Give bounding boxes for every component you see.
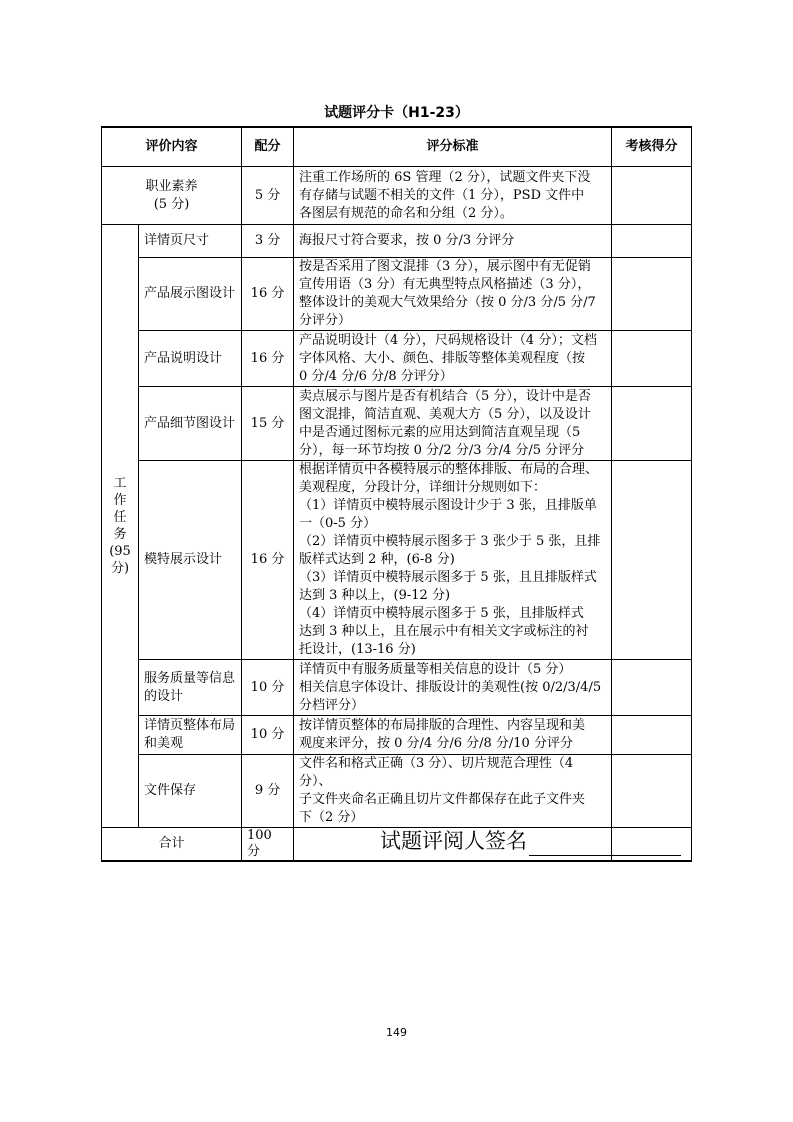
standard-line: （4）详情页中模特展示图多于 5 张，且排版样式: [299, 606, 584, 621]
task-label-char: 作: [113, 493, 127, 508]
item-points: 15 分: [242, 387, 294, 461]
item-name: 文件保存: [139, 755, 242, 828]
task-label-char: (95: [109, 544, 131, 559]
item-points: 3 分: [242, 225, 294, 258]
standard-line: 分），每一环节均按 0 分/2 分/3 分/4 分/5 分评分: [299, 442, 585, 458]
standard-line: 下（2 分）: [299, 810, 364, 825]
item-standard: [294, 660, 612, 716]
standard-line: 达到 3 种以上，(9-12 分): [299, 588, 451, 603]
standard-line: 字体风格、大小、颜色、排版等整体美观程度（按: [299, 350, 586, 366]
item-score-cell[interactable]: [612, 660, 692, 716]
item-standard: [294, 258, 612, 331]
item-score-cell[interactable]: [612, 716, 692, 755]
task-label-char: 任: [113, 510, 127, 525]
standard-line: 相关信息字体设计、排版设计的美观性(按 0/2/3/4/5: [299, 679, 602, 695]
standard-line: 按详情页整体的布局排版的合理性、内容呈现和美: [299, 718, 586, 733]
item-score-cell[interactable]: [612, 331, 692, 387]
item-name: 产品说明设计: [139, 331, 242, 387]
item-points: 16 分: [242, 461, 294, 660]
header-points: 配分: [242, 127, 294, 167]
standard-line: 整体设计的美观大气效果给分（按 0 分/3 分/5 分/7: [299, 295, 596, 310]
standard-line: 分评分）: [299, 313, 352, 328]
item-standard: [294, 387, 612, 461]
item-standard: [294, 461, 612, 660]
header-standard: 评分标准: [294, 127, 612, 167]
standard-line: 版样式达到 2 种，(6-8 分): [299, 552, 455, 567]
item-score-cell[interactable]: [612, 225, 692, 258]
signature-blank[interactable]: [529, 831, 681, 856]
item-score-cell[interactable]: [612, 258, 692, 331]
standard-line: 有存储与试题不相关的文件（1 分），PSD 文件中: [299, 187, 585, 203]
table-row: [102, 461, 692, 660]
item-points: 10 分: [242, 716, 294, 755]
standard-line: 达到 3 种以上，且在展示中有相关文字或标注的衬: [299, 624, 589, 639]
item-name: 详情页尺寸: [139, 225, 242, 258]
professional-label: [102, 167, 242, 225]
item-points: 10 分: [242, 660, 294, 716]
standard-line: 文件名和格式正确（3 分）、切片规范合理性（4 分）、: [299, 756, 574, 789]
table-row: [102, 331, 692, 387]
table-row-professional: [102, 167, 692, 225]
standard-line: 托设计，(13-16 分): [299, 642, 416, 657]
standard-line: 美观程度，分段计分，详细计分规则如下：: [299, 480, 547, 495]
standard-line: 一（0-5 分）: [299, 516, 377, 531]
item-standard: [294, 225, 612, 258]
standard-line: 子文件夹命名正确且切片文件都保存在此子文件夹: [299, 792, 586, 807]
page-title: 试题评分卡（H1-23）: [324, 105, 469, 121]
professional-score-cell[interactable]: [612, 167, 692, 225]
item-points: 9 分: [242, 755, 294, 828]
table-header-row: [102, 127, 692, 167]
table-row: [102, 716, 692, 755]
task-label-char: 务: [113, 527, 127, 542]
standard-line: 详情页中有服务质量等相关信息的设计（5 分）: [299, 661, 572, 677]
table-row: [102, 660, 692, 716]
signature-label: 试题评阅人签名: [380, 829, 527, 853]
table-row: [102, 755, 692, 828]
standard-line: 按是否采用了图文混排（3 分），展示图中有无促销: [299, 259, 591, 274]
scoring-table: [101, 126, 692, 862]
standard-line: 海报尺寸符合要求，按 0 分/3 分评分: [299, 233, 515, 248]
item-standard: [294, 755, 612, 828]
professional-label-line2: (5 分): [153, 196, 190, 212]
table-row: [102, 387, 692, 461]
item-score-cell[interactable]: [612, 387, 692, 461]
table-row: [102, 258, 692, 331]
item-name: 详情页整体布局和美观: [139, 716, 242, 755]
task-label-char: 分): [110, 561, 130, 576]
item-name: 服务质量等信息的设计: [139, 660, 242, 716]
standard-line: 图文混排，简洁直观、美观大方（5 分），以及设计: [299, 406, 591, 422]
page-number: 149: [386, 1026, 407, 1039]
standard-line: （3）详情页中模特展示图多于 5 张，且且排版样式: [299, 570, 597, 585]
professional-label-line1: 职业素养: [145, 178, 198, 194]
item-name: 产品展示图设计: [139, 258, 242, 331]
standard-line: 各图层有规范的命名和分组（2 分）。: [299, 205, 513, 221]
standard-line: 中是否通过图标元素的应用达到简洁直观呈现（5: [299, 424, 581, 440]
total-points: 100 分: [242, 828, 294, 862]
item-standard: [294, 716, 612, 755]
standard-line: 注重工作场所的 6S 管理（2 分），试题文件夹下没: [299, 169, 591, 185]
standard-line: 0 分/4 分/6 分/8 分评分）: [299, 368, 453, 384]
total-label: 合计: [102, 828, 242, 862]
standard-line: 分档评分）: [299, 697, 365, 713]
standard-line: 产品说明设计（4 分），尺码规格设计（4 分）；文档: [299, 332, 597, 348]
standard-line: 宣传用语（3 分）有无典型特点风格描述（3 分），: [299, 277, 591, 292]
professional-standard: [294, 167, 612, 225]
header-content: 评价内容: [102, 127, 242, 167]
item-name: 产品细节图设计: [139, 387, 242, 461]
standard-line: 卖点展示与图片是否有机结合（5 分），设计中是否: [299, 388, 591, 404]
table-row: [102, 225, 692, 258]
item-name: 模特展示设计: [139, 461, 242, 660]
standard-line: （2）详情页中模特展示图多于 3 张少于 5 张，且排: [299, 534, 601, 549]
item-standard: [294, 331, 612, 387]
standard-line: 观度来评分，按 0 分/4 分/6 分/8 分/10 分评分: [299, 736, 573, 751]
task-label-char: 工: [113, 476, 127, 491]
standard-line: 根据详情页中各模特展示的整体排版、布局的合理、: [299, 462, 599, 477]
signature-line: [380, 826, 681, 856]
task-category-label: [102, 225, 139, 828]
professional-points: 5 分: [242, 167, 294, 225]
standard-line: （1）详情页中模特展示图设计少于 3 张，且排版单: [299, 498, 597, 513]
item-points: 16 分: [242, 258, 294, 331]
item-score-cell[interactable]: [612, 755, 692, 828]
item-score-cell[interactable]: [612, 461, 692, 660]
item-points: 16 分: [242, 331, 294, 387]
header-score: 考核得分: [612, 127, 692, 167]
